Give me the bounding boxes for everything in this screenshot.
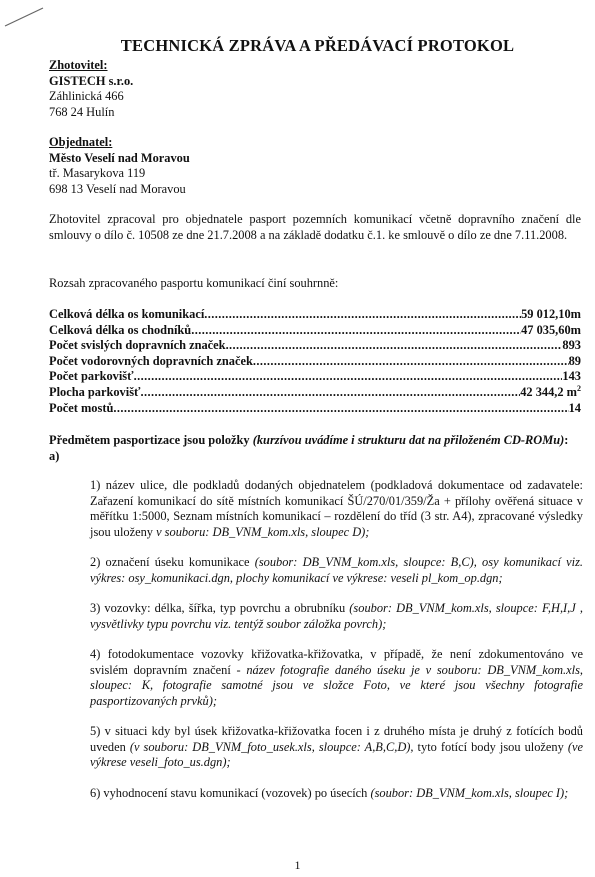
item-group-letter: a)	[49, 448, 60, 463]
list-item: 5) v situaci kdy byl úsek křižovatka-křižovatka focen i z druhého místa je druhý z fotících bodů uveden (v souboru: DB_VNM_foto_usek.xls, sloupce: A,B,C,D), tyto fotící body jsou uloženy (ve výkrese veseli_foto_us.dgn);	[90, 724, 584, 769]
contractor-name: GISTECH s.r.o.	[49, 73, 134, 88]
document-title: TECHNICKÁ ZPRÁVA A PŘEDÁVACÍ PROTOKOL	[120, 36, 515, 55]
summary-row: Počet vodorovných dopravních značek ..... 89	[49, 354, 581, 370]
contractor-heading: Zhotovitel:	[49, 58, 108, 72]
list-item: 2) označení úseku komunikace (soubor: DB_VNM_kom.xls, sloupce: B,C), osy komunikací viz. výkres: osy_komunikaci.dgn, plochy komunikací ve výkrese: veseli pl_kom_op.dgn;	[90, 555, 583, 585]
contractor-street: Záhlinická 466	[49, 89, 124, 103]
client-heading: Objednatel:	[49, 135, 113, 149]
list-item: 1) název ulice, dle podkladů dodaných objednatelem (podkladová dokumentace od zadavatele: Zařazení komunikací do sítě místních komunikací ŠÚ/270/01/359/Ža + přílohy ověřená situace v měřítku 1:5000, Seznam místních komunikací – rozdělení do tříd (3 str. A4), zpracované výsledky jsou uloženy v souboru: DB_VNM_kom.xls, sloupec D);	[90, 478, 583, 539]
client-street: tř. Masarykova 119	[49, 166, 146, 180]
summary-row: Počet svislých dopravních značek ..... 893	[49, 338, 581, 354]
summary-row: Celková délka os komunikací ..... 59 012,10m	[49, 307, 581, 323]
list-item: 4) fotodokumentace vozovky křižovatka-křižovatka, v případě, že není zdokumentováno ve svislém dopravním značení - název fotografie daného úseku je v souboru: DB_VNM_kom.xls, sloupec: K, fotografie samotné jsou ve složce Foto, ve které jsou všechny fotografie pasportizovaných prvků);	[90, 647, 583, 708]
intro-paragraph: Zhotovitel zpracoval pro objednatele pasport pozemních komunikací včetně dopravního značení dle smlouvy o dílo č. 10508 ze dne 21.7.2008 a na základě dodatku č.1. ke smlouvě o dílo ze dne 7.11.2008.	[49, 212, 581, 242]
scope-intro: Rozsah zpracovaného pasportu komunikací činí souhrnně:	[49, 276, 339, 290]
summary-table	[49, 307, 581, 416]
summary-row: Počet parkovišť ..... 143	[49, 369, 581, 385]
page-number: 1	[294, 858, 301, 872]
client-name: Město Veselí nad Moravou	[49, 150, 190, 165]
contractor-city: 768 24 Hulín	[49, 104, 115, 119]
contractor-block	[49, 58, 581, 120]
subject-paragraph: Předmětem pasportizace jsou položky (kurzívou uvádíme i strukturu dat na přiloženém CD-ROMu): a)	[49, 433, 581, 464]
client-block	[49, 135, 581, 197]
list-item: 3) vozovky: délka, šířka, typ povrchu a obrubníku (soubor: DB_VNM_kom.xls, sloupce: F,H,I,J , vysvětlivky typu povrchu viz. tentýž soubor záložka povrch);	[90, 601, 583, 631]
pen-stroke-mark	[3, 4, 47, 30]
list-item: 6) vyhodnocení stavu komunikací (vozovek) po úsecích (soubor: DB_VNM_kom.xls, sloupec I);	[90, 786, 569, 800]
client-city: 698 13 Veselí nad Moravou	[49, 181, 186, 196]
summary-row: Počet mostů ..... 14	[49, 401, 581, 417]
summary-row: Celková délka os chodníků ..... 47 035,60m	[49, 323, 581, 339]
summary-row: Plocha parkovišť ..... 42 344,2 $m^2$	[49, 385, 581, 401]
